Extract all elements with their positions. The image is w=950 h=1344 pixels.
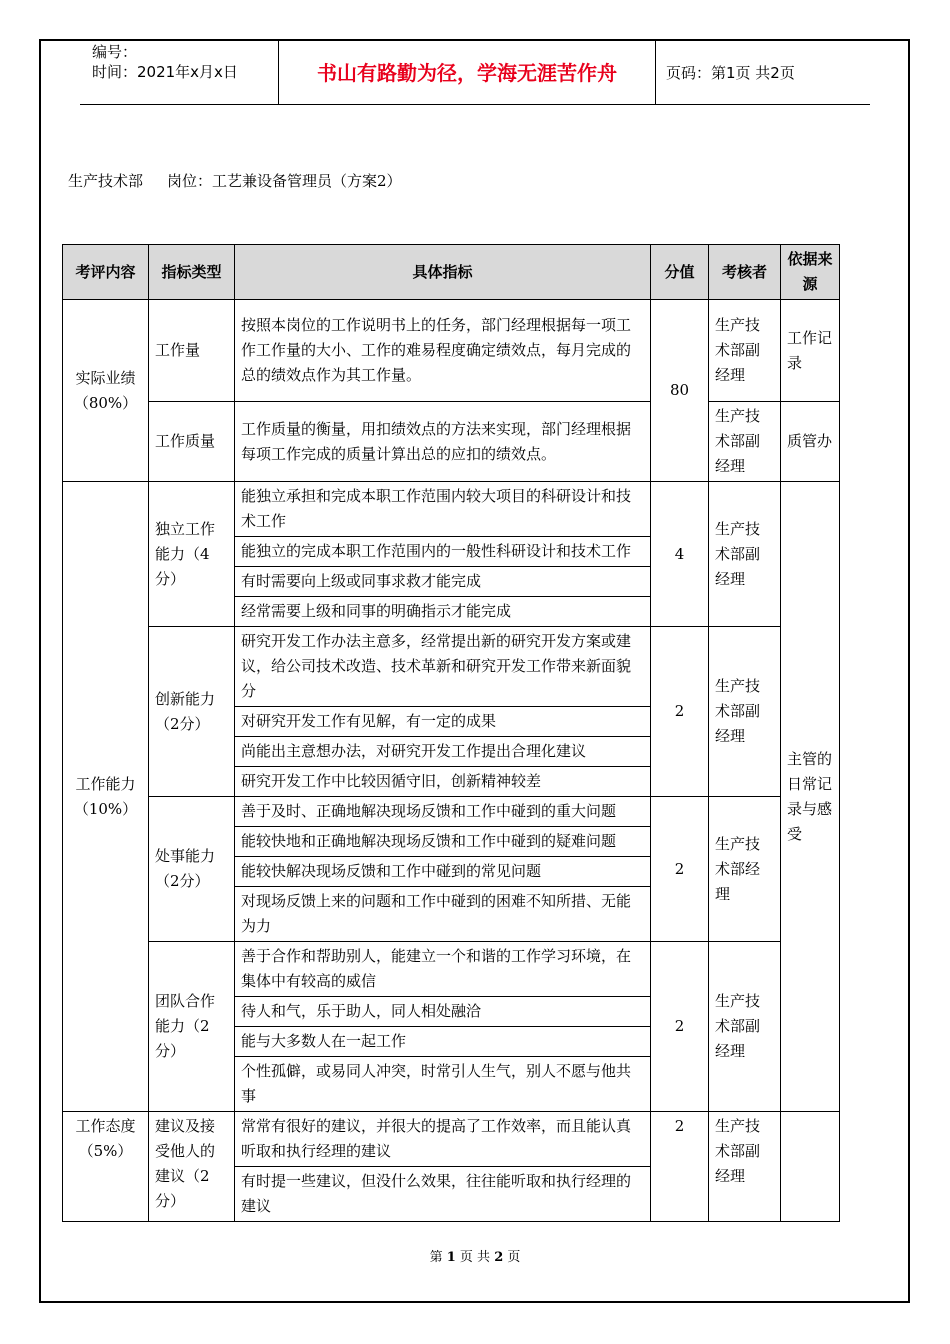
indicator-cell: 研究开发工作办法主意多，经常提出新的研究开发方案或建议，给公司技术改造、技术革新和研究开发工作带来新面貌分: [235, 627, 651, 707]
footer-text: 第: [429, 1250, 443, 1265]
category-cell: 实际业绩（80%）: [63, 300, 149, 482]
indicator-cell: 能独立的完成本职工作范围内的一般性科研设计和技术工作: [235, 537, 651, 567]
indicator-cell: 研究开发工作中比较因循守旧，创新精神较差: [235, 767, 651, 797]
indicator-cell: 个性孤僻，或易同人冲突，时常引人生气，别人不愿与他共事: [235, 1057, 651, 1112]
footer-page-number: 1: [446, 1250, 456, 1265]
header-page-label: 页码：第1页 共2页: [666, 64, 795, 82]
col-header: 考核者: [709, 245, 781, 300]
type-cell: 独立工作能力（4分）: [149, 482, 235, 627]
indicator-cell: 对研究开发工作有见解，有一定的成果: [235, 707, 651, 737]
type-cell: 创新能力（2分）: [149, 627, 235, 797]
table-row: [63, 402, 840, 482]
indicator-cell: 按照本岗位的工作说明书上的任务，部门经理根据每一项工作工作量的大小、工作的难易程度确定绩效点，每月完成的总的绩效点作为其工作量。: [235, 300, 651, 402]
assessor-cell: 生产技术部副经理: [709, 627, 781, 797]
indicator-cell: 对现场反馈上来的问题和工作中碰到的困难不知所措、无能为力: [235, 887, 651, 942]
table-row: [63, 1112, 840, 1167]
indicator-cell: 尚能出主意想办法，对研究开发工作提出合理化建议: [235, 737, 651, 767]
score-cell: 2: [651, 942, 709, 1112]
footer-total-pages: 2: [494, 1250, 504, 1265]
date-label: 时间：2021年x月x日: [92, 63, 238, 81]
header-meta: [80, 40, 279, 104]
type-cell: 团队合作能力（2分）: [149, 942, 235, 1112]
dept-name: 生产技术部: [68, 172, 144, 190]
type-cell: 处事能力（2分）: [149, 797, 235, 942]
assessor-cell: 生产技术部副经理: [709, 300, 781, 402]
table-row: [63, 300, 840, 402]
table-row: [63, 797, 840, 827]
assessor-cell: 生产技术部副经理: [709, 942, 781, 1112]
header-motto: 书山有路勤为径，学海无涯苦作舟: [279, 40, 656, 104]
col-header: 考评内容: [63, 245, 149, 300]
col-header: 指标类型: [149, 245, 235, 300]
category-cell: 工作态度（5%）: [63, 1112, 149, 1222]
post-name: 岗位：工艺兼设备管理员（方案2）: [167, 172, 402, 190]
col-header: 具体指标: [235, 245, 651, 300]
source-cell: 主管的日常记录与感受: [781, 482, 840, 1112]
indicator-cell: 善于及时、正确地解决现场反馈和工作中碰到的重大问题: [235, 797, 651, 827]
score-cell: 2: [651, 627, 709, 797]
dept-line: [68, 170, 426, 191]
source-cell: 工作记录: [781, 300, 840, 402]
indicator-cell: 有时提一些建议，但没什么效果，往往能听取和执行经理的建议: [235, 1167, 651, 1222]
number-label: 编号：: [92, 43, 138, 61]
indicator-cell: 能与大多数人在一起工作: [235, 1027, 651, 1057]
footer-text: 页: [507, 1250, 521, 1265]
footer-text: 页 共: [459, 1250, 491, 1265]
source-cell-empty: [781, 1112, 840, 1222]
assessor-cell: 生产技术部经理: [709, 797, 781, 942]
col-header: 分值: [651, 245, 709, 300]
assessor-cell: 生产技术部副经理: [709, 1112, 781, 1222]
indicator-cell: 能独立承担和完成本职工作范围内较大项目的科研设计和技术工作: [235, 482, 651, 537]
score-cell: 80: [651, 300, 709, 482]
table-row: [63, 942, 840, 997]
assessor-cell: 生产技术部副经理: [709, 482, 781, 627]
score-cell: 4: [651, 482, 709, 627]
table-row: [63, 482, 840, 537]
table-header-row: [63, 245, 840, 300]
table-row: [63, 627, 840, 707]
indicator-cell: 常常有很好的建议，并很大的提高了工作效率，而且能认真听取和执行经理的建议: [235, 1112, 651, 1167]
source-cell: 质管办: [781, 402, 840, 482]
score-cell: 2: [651, 797, 709, 942]
indicator-cell: 工作质量的衡量，用扣绩效点的方法来实现，部门经理根据每项工作完成的质量计算出总的应扣的绩效点。: [235, 402, 651, 482]
col-header: 依据来源: [781, 245, 840, 300]
indicator-cell: 能较快解决现场反馈和工作中碰到的常见问题: [235, 857, 651, 887]
page-footer: [0, 1246, 950, 1265]
page-header: [80, 40, 870, 105]
type-cell: 工作量: [149, 300, 235, 402]
indicator-cell: 有时需要向上级或同事求救才能完成: [235, 567, 651, 597]
indicator-cell: 待人和气，乐于助人，同人相处融洽: [235, 997, 651, 1027]
category-cell: 工作能力（10%）: [63, 482, 149, 1112]
indicator-cell: 能较快地和正确地解决现场反馈和工作中碰到的疑难问题: [235, 827, 651, 857]
type-cell: 工作质量: [149, 402, 235, 482]
score-cell: 2: [651, 1112, 709, 1222]
type-cell: 建议及接受他人的建议（2分）: [149, 1112, 235, 1222]
indicator-cell: 经常需要上级和同事的明确指示才能完成: [235, 597, 651, 627]
assessment-table: [62, 244, 840, 1222]
indicator-cell: 善于合作和帮助别人，能建立一个和谐的工作学习环境，在集体中有较高的威信: [235, 942, 651, 997]
assessor-cell: 生产技术部副经理: [709, 402, 781, 482]
